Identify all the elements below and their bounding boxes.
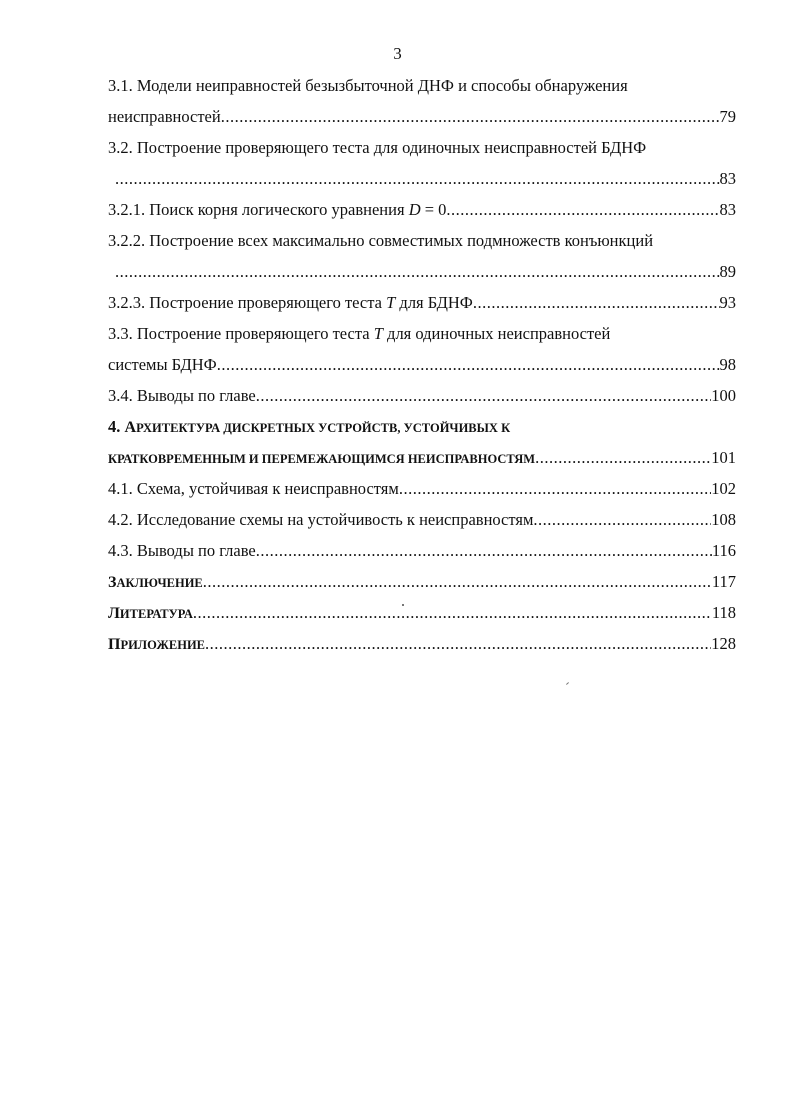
toc-entry-3-3-line2 xyxy=(108,349,736,380)
toc-chapter-4-title xyxy=(125,421,511,435)
toc-chapter-4-title-cont: КРАТКОВРЕМЕННЫМ И ПЕРЕМЕЖАЮЩИМСЯ НЕИСПРАВНОСТЯМ xyxy=(108,452,536,466)
toc-entry-3-2-1-title xyxy=(108,194,446,225)
toc-entry-3-2-3 xyxy=(108,287,736,318)
toc-entry-4-3-title: 4.3. Выводы по главе xyxy=(108,541,256,560)
dot-leader xyxy=(205,628,711,659)
dot-leader xyxy=(221,101,720,132)
toc-conclusion-rest: АКЛЮЧЕНИЕ xyxy=(116,576,203,590)
dot-leader xyxy=(533,504,711,535)
toc-entry-3-2-1-text: 3.2.1. Поиск корня логического уравнения xyxy=(108,200,409,219)
toc-conclusion-title xyxy=(108,567,203,597)
toc-entry-3-1-page: 79 xyxy=(719,107,736,126)
toc-entry-3-2-3-title xyxy=(108,287,473,318)
dot-leader xyxy=(535,442,711,473)
toc-entry-3-3-page: 98 xyxy=(719,355,736,374)
toc-literature xyxy=(108,597,736,628)
dot-leader xyxy=(256,380,712,411)
toc-entry-4-1-title: 4.1. Схема, устойчивая к неисправностям xyxy=(108,479,399,498)
toc-entry-4-2-title: 4.2. Исследование схемы на устойчивость к неисправностям xyxy=(108,510,534,529)
dot-leader xyxy=(115,256,720,287)
toc-appendix-initial: П xyxy=(108,636,121,653)
toc-entry-3-3-title-cont: системы БДНФ xyxy=(108,355,217,374)
dot-leader xyxy=(203,566,712,597)
toc-chapter-4-title-rest: РХИТЕКТУРА ДИСКРЕТНЫХ УСТРОЙСТВ, УСТОЙЧИВЫХ К xyxy=(136,421,511,435)
variable-d: D xyxy=(408,200,421,219)
toc-entry-3-2-2-title: 3.2.2. Построение всех максимально совместимых подмножеств конъюнкций xyxy=(108,231,654,250)
toc-conclusion xyxy=(108,566,736,597)
toc-entry-3-2-2-line1 xyxy=(108,225,736,256)
toc-literature-title xyxy=(108,598,193,628)
scan-speck xyxy=(566,682,569,685)
page-number: 3 xyxy=(393,44,402,63)
variable-t: T xyxy=(386,293,396,312)
toc-entry-4-2-page: 108 xyxy=(711,510,736,529)
dot-leader xyxy=(115,163,720,194)
variable-t: T xyxy=(373,324,383,343)
dot-leader xyxy=(399,473,711,504)
dot-leader xyxy=(473,287,720,318)
toc-entry-3-3-line1 xyxy=(108,318,736,349)
toc-chapter-4-page: 101 xyxy=(711,448,736,467)
toc-entry-4-2 xyxy=(108,504,736,535)
table-of-contents xyxy=(108,70,736,659)
toc-entry-3-3-title xyxy=(108,324,610,343)
toc-entry-3-2-line1 xyxy=(108,132,736,163)
toc-entry-3-2-3-text: 3.2.3. Построение проверяющего теста xyxy=(108,293,387,312)
toc-entry-3-2-1 xyxy=(108,194,736,225)
dot-leader xyxy=(217,349,720,380)
toc-entry-3-1-line1 xyxy=(108,70,736,101)
toc-entry-3-3-text-end: для одиночных неисправностей xyxy=(382,324,611,343)
toc-entry-3-2-1-page: 83 xyxy=(719,200,736,219)
toc-appendix xyxy=(108,628,736,659)
toc-entry-3-2-line2 xyxy=(108,163,736,194)
toc-chapter-4-line1 xyxy=(108,411,736,442)
toc-literature-rest: ИТЕРАТУРА xyxy=(119,607,193,621)
toc-appendix-rest: РИЛОЖЕНИЕ xyxy=(120,638,206,652)
toc-entry-3-4-page: 100 xyxy=(711,386,736,405)
toc-entry-3-2-1-eq: = 0 xyxy=(420,200,447,219)
dot-leader xyxy=(446,194,719,225)
toc-entry-3-4 xyxy=(108,380,736,411)
toc-entry-4-1-page: 102 xyxy=(711,479,736,498)
toc-entry-3-2-page: 83 xyxy=(719,169,736,188)
toc-entry-3-2-2-page: 89 xyxy=(719,262,736,281)
toc-entry-3-2-3-page: 93 xyxy=(719,293,736,312)
toc-appendix-page: 128 xyxy=(711,634,736,653)
toc-entry-4-3-page: 116 xyxy=(711,541,736,560)
toc-chapter-4-number: 4. xyxy=(108,417,125,436)
toc-chapter-4-initial: А xyxy=(124,419,137,436)
toc-entry-3-2-3-text-end: для БДНФ xyxy=(395,293,473,312)
toc-entry-3-4-title: 3.4. Выводы по главе xyxy=(108,386,256,405)
dot-leader xyxy=(256,535,712,566)
toc-entry-3-3-text: 3.3. Построение проверяющего теста xyxy=(108,324,374,343)
toc-appendix-title xyxy=(108,629,205,659)
toc-entry-4-1 xyxy=(108,473,736,504)
toc-literature-page: 118 xyxy=(711,603,736,622)
dot-leader xyxy=(193,597,712,628)
toc-conclusion-initial: З xyxy=(108,574,117,591)
toc-entry-4-3 xyxy=(108,535,736,566)
toc-chapter-4-line2 xyxy=(108,442,736,473)
toc-entry-3-2-2-line2 xyxy=(108,256,736,287)
toc-literature-initial: Л xyxy=(108,605,120,622)
toc-entry-3-1-title-cont: неисправностей xyxy=(108,107,221,126)
toc-conclusion-page: 117 xyxy=(711,572,736,591)
scan-speck xyxy=(402,604,404,606)
toc-entry-3-1-title: 3.1. Модели неиправностей безызбыточной ДНФ и способы обнаружения xyxy=(108,76,628,95)
toc-entry-3-1-line2 xyxy=(108,101,736,132)
toc-entry-3-2-title: 3.2. Построение проверяющего теста для одиночных неисправностей БДНФ xyxy=(108,138,647,157)
